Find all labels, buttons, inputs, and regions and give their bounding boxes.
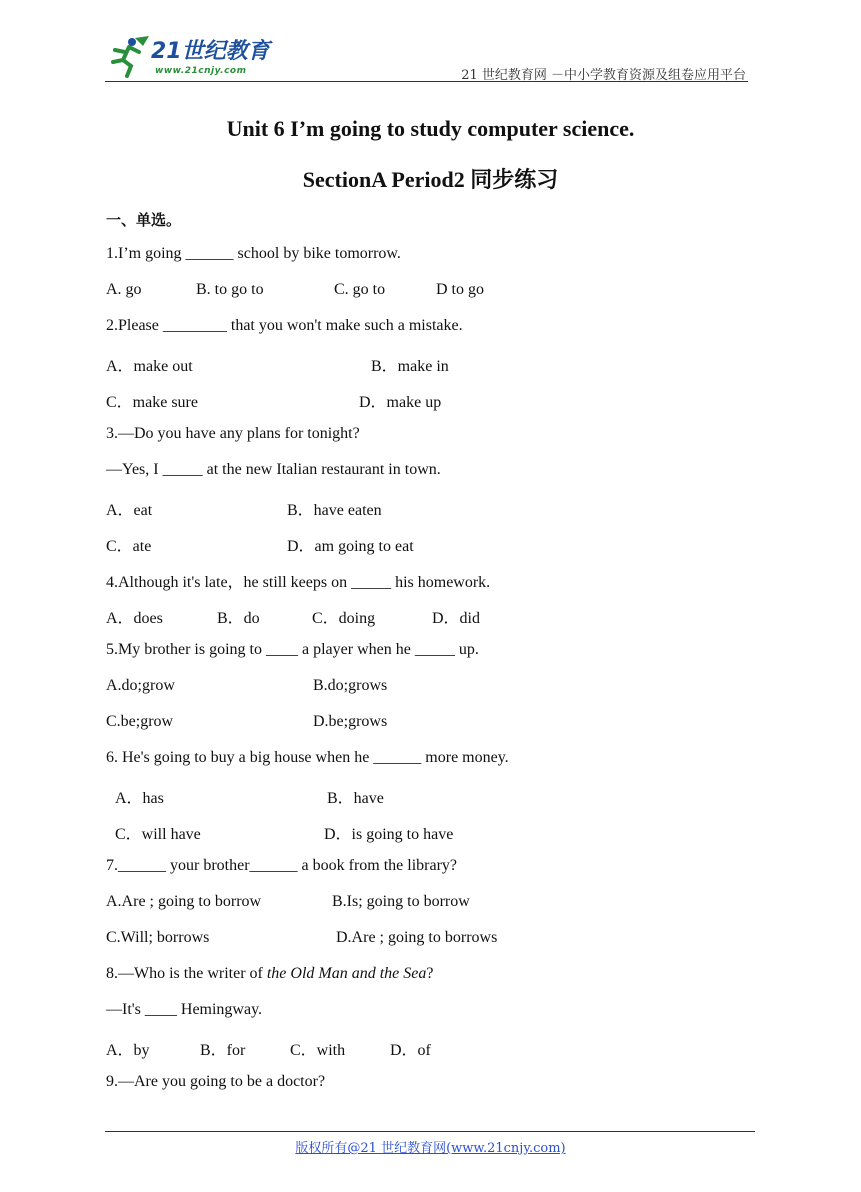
question-options	[106, 497, 756, 519]
question-options	[106, 821, 756, 843]
option-c: C.be;grow	[106, 713, 174, 730]
option-c: C. go to	[334, 281, 386, 298]
question-stem-text: 8.—Who is the writer of	[106, 965, 267, 982]
question-options	[106, 533, 756, 555]
option-d: D．did	[432, 610, 481, 627]
logo-brand-text: 21世纪教育	[151, 39, 270, 64]
option-a: A．eat	[106, 502, 153, 519]
question-stem: 9.—Are you going to be a doctor?	[106, 1073, 326, 1090]
question-stem: 3.—Do you have any plans for tonight?	[106, 425, 360, 442]
question-response: —Yes, I _____ at the new Italian restaurant in town.	[106, 461, 441, 478]
question-options	[106, 785, 756, 807]
question-options	[106, 605, 756, 627]
question-stem-end: ?	[426, 965, 434, 982]
option-d: D．of	[390, 1042, 431, 1059]
question-options	[106, 713, 756, 735]
option-a: A.do;grow	[106, 677, 175, 694]
option-a: A．has	[115, 790, 164, 807]
option-d: D．is going to have	[324, 826, 454, 843]
question-options	[106, 281, 756, 303]
document-subtitle: SectionA Period2 同步练习	[302, 167, 559, 192]
question-options	[106, 893, 756, 915]
question-stem: 6. He's going to buy a big house when he ______ more money.	[106, 749, 509, 766]
header-divider	[105, 81, 748, 82]
option-c: C.Will; borrows	[106, 929, 210, 946]
question-stem: 7.______ your brother______ a book from the library?	[106, 857, 458, 874]
option-b: B．for	[200, 1042, 246, 1059]
option-b: B．do	[217, 610, 260, 627]
question-stem	[106, 965, 434, 983]
book-title-italic: the Old Man and the Sea	[266, 965, 427, 982]
option-c: C．will have	[115, 826, 201, 843]
document-title: Unit 6 I’m going to study computer science.	[226, 116, 635, 141]
section-heading: 一、单选。	[106, 211, 182, 229]
option-b: B.do;grows	[313, 677, 388, 694]
question-options	[106, 1037, 756, 1059]
option-c: C．make sure	[106, 394, 198, 411]
runner-logo-icon	[105, 32, 153, 80]
option-b: B.Is; going to borrow	[332, 893, 470, 910]
question-stem: 4.Although it's late，he still keeps on _____ his homework.	[106, 574, 491, 591]
question-stem: 1.I’m going ______ school by bike tomorrow.	[106, 245, 401, 262]
page-header	[105, 30, 748, 82]
question-stem: 2.Please ________ that you won't make such a mistake.	[106, 317, 463, 334]
option-a: A.Are ; going to borrow	[106, 893, 262, 910]
question-options	[106, 353, 756, 375]
option-a: A．by	[106, 1042, 150, 1059]
logo-url-text: www.21cnjy.com	[155, 66, 247, 76]
header-site-text: 21 世纪教育网 －中小学教育资源及组卷应用平台	[461, 68, 746, 83]
option-b: B．make in	[371, 358, 449, 375]
question-stem: 5.My brother is going to ____ a player when he _____ up.	[106, 641, 479, 658]
option-c: C．doing	[312, 610, 376, 627]
question-options	[106, 677, 756, 699]
option-d: D．am going to eat	[287, 538, 414, 555]
option-c: C．with	[290, 1042, 346, 1059]
option-b: B．have eaten	[287, 502, 382, 519]
site-logo	[105, 30, 285, 80]
question-options	[106, 389, 756, 411]
option-b: B. to go to	[196, 281, 264, 298]
option-a: A．does	[106, 610, 163, 627]
option-d: D to go	[436, 281, 484, 298]
footer-divider	[105, 1131, 755, 1132]
option-d: D．make up	[359, 394, 442, 411]
option-b: B．have	[327, 790, 384, 807]
option-a: A．make out	[106, 358, 193, 375]
footer-copyright-link[interactable]: 版权所有@21 世纪教育网(www.21cnjy.com)	[295, 1141, 566, 1156]
question-options	[106, 929, 756, 951]
question-response: —It's ____ Hemingway.	[106, 1001, 263, 1018]
option-d: D.Are ; going to borrows	[336, 929, 498, 946]
option-d: D.be;grows	[313, 713, 388, 730]
option-a: A. go	[106, 281, 142, 298]
option-c: C．ate	[106, 538, 152, 555]
